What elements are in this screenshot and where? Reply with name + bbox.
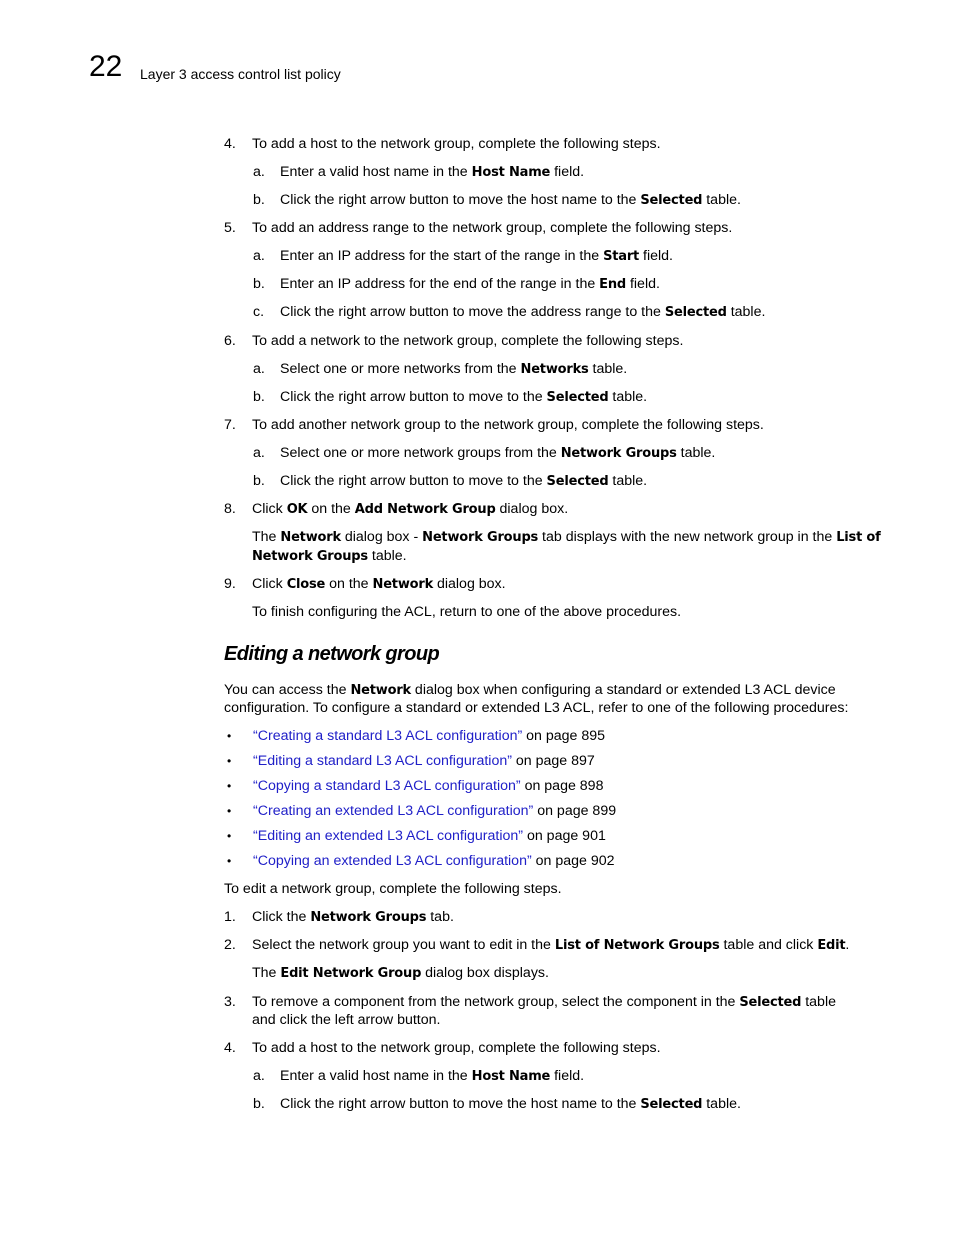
- cross-reference-link[interactable]: “Editing an extended L3 ACL configuration”: [253, 828, 524, 844]
- substep-text: Click the right arrow button to move the address range to the Selected table.: [280, 304, 766, 320]
- step-text: Select the network group you want to edit in the List of Network Groups table and click Edit.: [252, 937, 850, 953]
- lead-text: To edit a network group, complete the following steps.: [224, 881, 562, 897]
- step-text: To add another network group to the network group, complete the following steps.: [252, 417, 764, 433]
- cross-reference-link[interactable]: “Editing a standard L3 ACL configuration”: [253, 753, 512, 769]
- substep-label: a.: [253, 1068, 265, 1084]
- substep-text: Click the right arrow button to move to the Selected table.: [280, 473, 648, 489]
- substep-text: Enter a valid host name in the Host Name field.: [280, 164, 585, 180]
- section-heading: Editing a network group: [224, 643, 440, 665]
- list-item: “Editing a standard L3 ACL configuration” on page 897: [253, 753, 595, 769]
- substep-text: Click the right arrow button to move to the Selected table.: [280, 389, 648, 405]
- substep-text: Click the right arrow button to move the host name to the Selected table.: [280, 1096, 741, 1112]
- cross-reference-link[interactable]: “Creating a standard L3 ACL configuration”: [253, 728, 523, 744]
- list-item: “Creating a standard L3 ACL configuration” on page 895: [253, 728, 606, 744]
- step-note: Network Groups table.: [252, 548, 407, 564]
- step-number: 7.: [224, 417, 236, 433]
- step-number: 5.: [224, 220, 236, 236]
- step-note: The Edit Network Group dialog box displays.: [252, 965, 549, 981]
- bullet: •: [227, 804, 232, 818]
- chapter-title: Layer 3 access control list policy: [140, 66, 341, 82]
- list-item: “Editing an extended L3 ACL configuration” on page 901: [253, 828, 606, 844]
- intro-text: configuration. To configure a standard or extended L3 ACL, refer to one of the following procedures:: [224, 700, 849, 716]
- step-note: The Network dialog box - Network Groups tab displays with the new network group in the List of: [252, 529, 881, 545]
- bullet: •: [227, 754, 232, 768]
- step-text: Click the Network Groups tab.: [252, 909, 454, 925]
- substep-text: Select one or more network groups from the Network Groups table.: [280, 445, 716, 461]
- substep-label: b.: [253, 192, 265, 208]
- substep-text: Enter a valid host name in the Host Name field.: [280, 1068, 585, 1084]
- step-text: To add a host to the network group, complete the following steps.: [252, 1040, 661, 1056]
- step-number: 1.: [224, 909, 236, 925]
- substep-label: a.: [253, 164, 265, 180]
- step-number: 6.: [224, 333, 236, 349]
- step-text: and click the left arrow button.: [252, 1012, 441, 1028]
- cross-reference-link[interactable]: “Copying a standard L3 ACL configuration”: [253, 778, 521, 794]
- chapter-number: 22: [89, 50, 123, 83]
- substep-label: b.: [253, 276, 265, 292]
- substep-text: Click the right arrow button to move the host name to the Selected table.: [280, 192, 741, 208]
- list-item: “Creating an extended L3 ACL configuration” on page 899: [253, 803, 617, 819]
- substep-label: a.: [253, 361, 265, 377]
- substep-label: b.: [253, 1096, 265, 1112]
- step-text: To add an address range to the network group, complete the following steps.: [252, 220, 733, 236]
- cross-reference-link[interactable]: “Copying an extended L3 ACL configuration”: [253, 853, 532, 869]
- step-note: To finish configuring the ACL, return to one of the above procedures.: [252, 604, 682, 620]
- step-number: 8.: [224, 501, 236, 517]
- substep-text: Enter an IP address for the end of the range in the End field.: [280, 276, 660, 292]
- step-number: 4.: [224, 136, 236, 152]
- step-text: Click OK on the Add Network Group dialog box.: [252, 501, 569, 517]
- bullet: •: [227, 779, 232, 793]
- cross-reference-link[interactable]: “Creating an extended L3 ACL configuration”: [253, 803, 534, 819]
- step-text: Click Close on the Network dialog box.: [252, 576, 506, 592]
- substep-label: a.: [253, 248, 265, 264]
- step-number: 9.: [224, 576, 236, 592]
- list-item: “Copying a standard L3 ACL configuration” on page 898: [253, 778, 604, 794]
- bullet: •: [227, 854, 232, 868]
- substep-label: b.: [253, 473, 265, 489]
- substep-label: b.: [253, 389, 265, 405]
- bullet: •: [227, 729, 232, 743]
- step-text: To remove a component from the network group, select the component in the Selected table: [252, 994, 836, 1010]
- step-text: To add a host to the network group, complete the following steps.: [252, 136, 661, 152]
- step-number: 4.: [224, 1040, 236, 1056]
- substep-text: Select one or more networks from the Networks table.: [280, 361, 628, 377]
- substep-label: c.: [253, 304, 265, 320]
- substep-text: Enter an IP address for the start of the range in the Start field.: [280, 248, 673, 264]
- step-text: To add a network to the network group, complete the following steps.: [252, 333, 684, 349]
- list-item: “Copying an extended L3 ACL configuration” on page 902: [253, 853, 615, 869]
- step-number: 2.: [224, 937, 236, 953]
- intro-text: You can access the Network dialog box when configuring a standard or extended L3 ACL device: [224, 682, 836, 698]
- substep-label: a.: [253, 445, 265, 461]
- bullet: •: [227, 829, 232, 843]
- step-number: 3.: [224, 994, 236, 1010]
